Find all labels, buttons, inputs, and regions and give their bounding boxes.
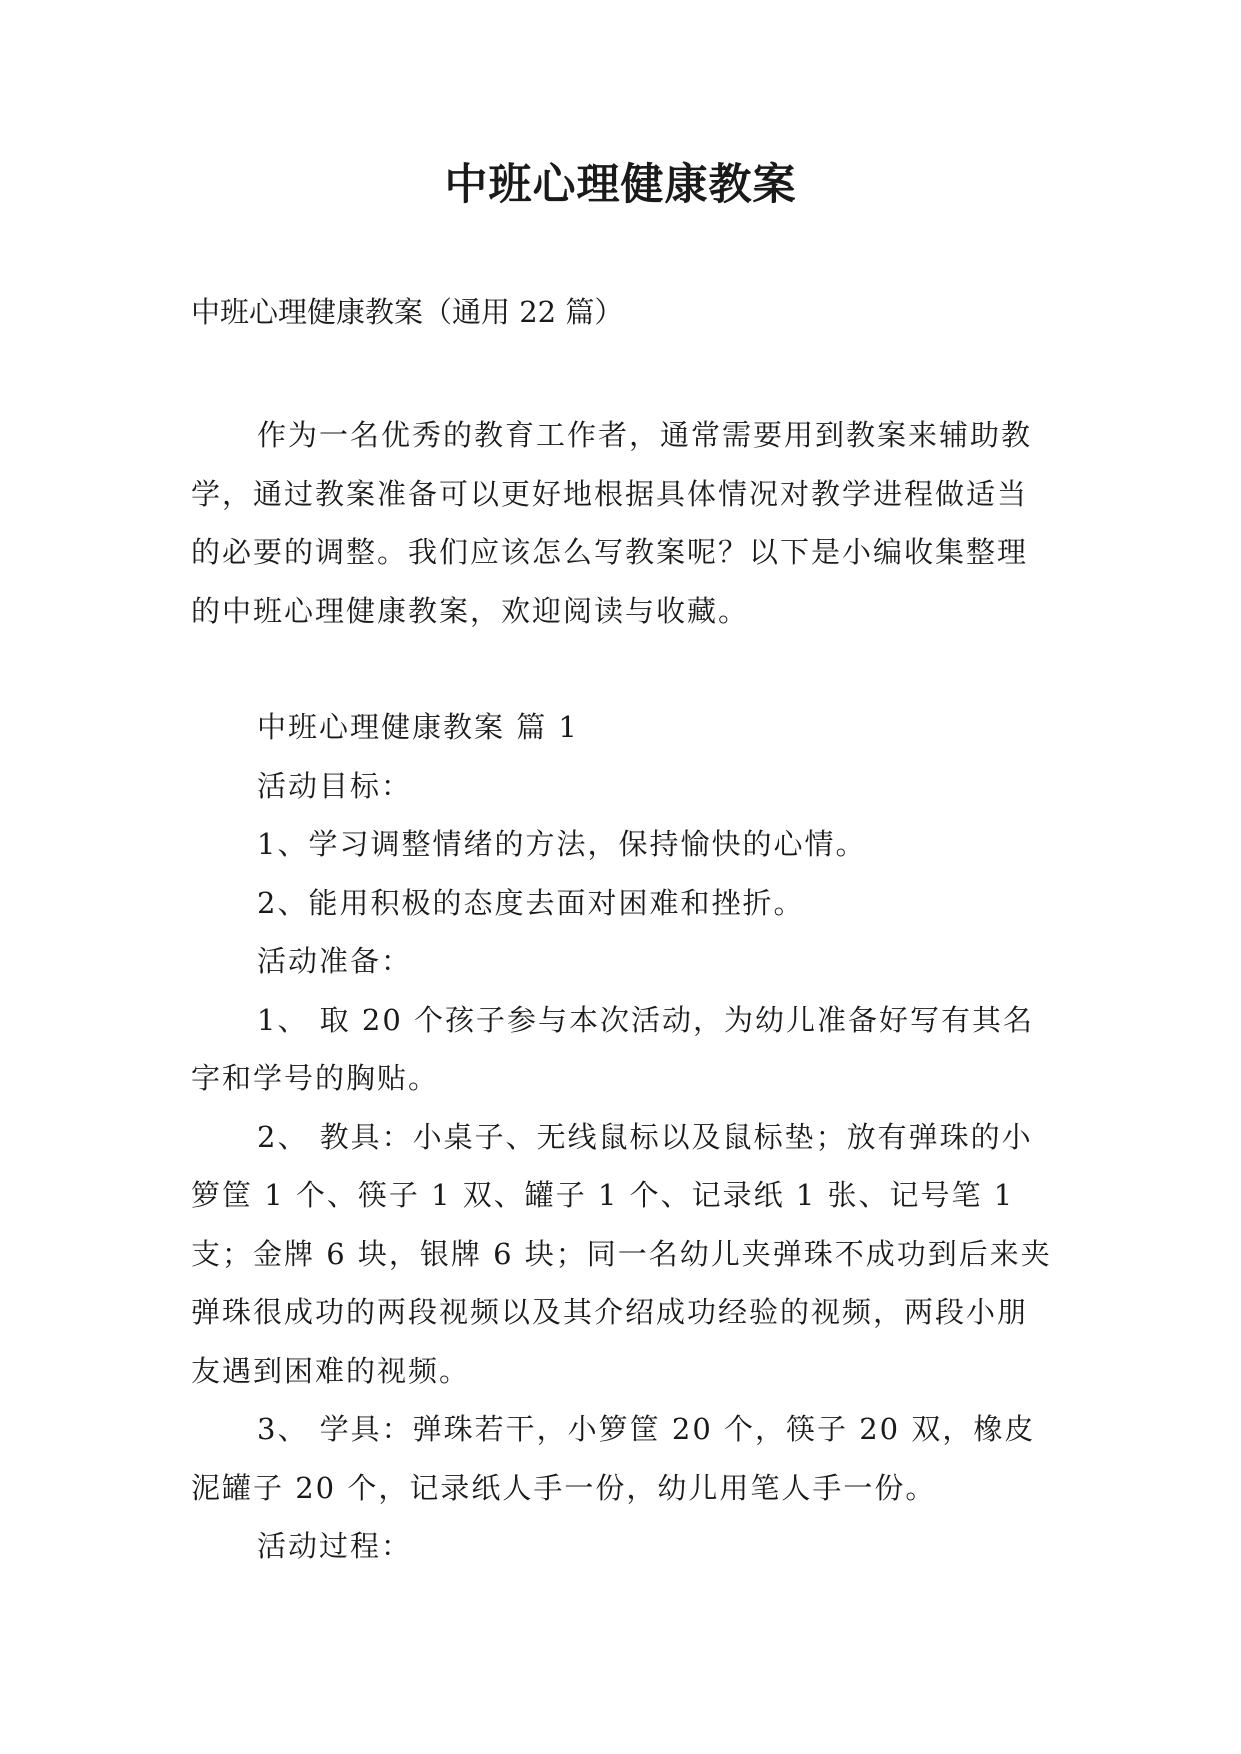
intro-paragraph: 作为一名优秀的教育工作者，通常需要用到教案来辅助教学，通过教案准备可以更好地根据具体情况对教学进程做适当的必要的调整。我们应该怎么写教案呢？以下是小编收集整理的中班心理健康教案，欢迎阅读与收藏。 [191, 418, 1033, 628]
goal-item-2: 2、能用积极的态度去面对困难和挫折。 [257, 885, 805, 920]
prep-item-3: 3、 学具：弹珠若干，小箩筐 20 个，筷子 20 双，橡皮泥罐子 20 个，记录纸人手一份，幼儿用笔人手一份。 [191, 1412, 1036, 1505]
goals-label: 活动目标： [257, 768, 413, 803]
goal-item-1: 1、学习调整情绪的方法，保持愉快的心情。 [257, 827, 867, 861]
prep-item-2: 2、 教具：小桌子、无线鼠标以及鼠标垫；放有弹珠的小箩筐 1 个、筷子 1 双、罐子 1 个、记录纸 1 张、记号笔 1 支；金牌 6 块，银牌 6 块；同一名幼儿夹弹珠不成功到后来夹弹珠很成功的两段视频以及其介绍成功经验的视频，两段小朋友遇到困难的视频。 [191, 1119, 1052, 1388]
prep-item-1: 1、 取 20 个孩子参与本次活动，为幼儿准备好写有其名字和学号的胸贴。 [191, 1002, 1035, 1095]
document-title: 中班心理健康教案 [444, 160, 797, 210]
section-heading: 中班心理健康教案 篇 1 [257, 710, 579, 744]
section-1 [191, 698, 1053, 1576]
document-subtitle: 中班心理健康教案（通用 22 篇） [191, 295, 624, 329]
prep-label: 活动准备： [257, 944, 413, 978]
process-label: 活动过程： [257, 1529, 413, 1563]
